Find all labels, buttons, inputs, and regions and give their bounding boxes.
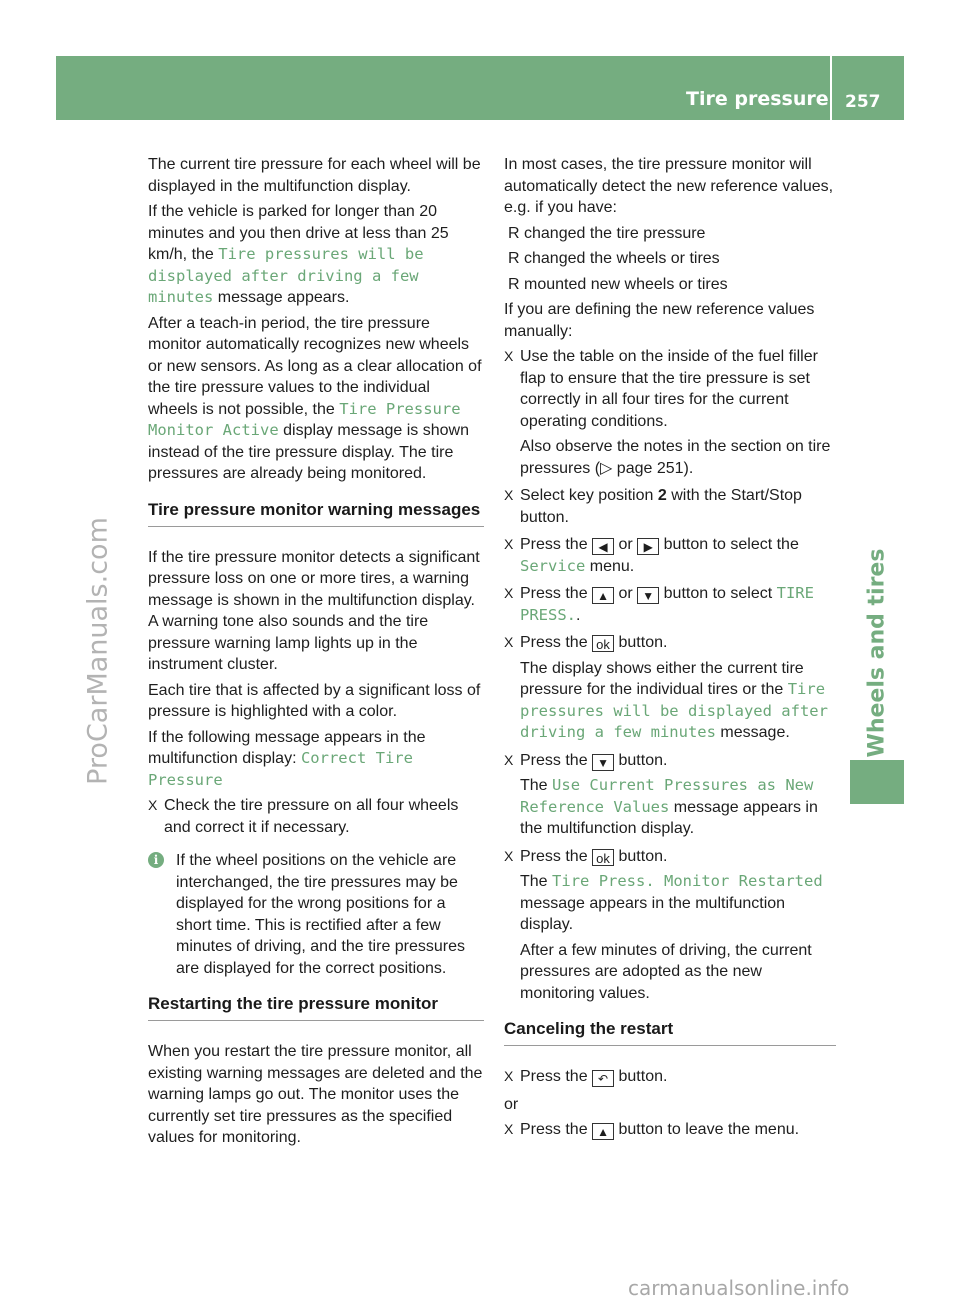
right-column [504,154,836,1147]
paragraph-text: message appears. [217,289,350,306]
paragraph [148,201,484,309]
step-arrow-icon: X [504,751,514,768]
display-message: Tire pressures will be displayed after driving a few minutes [520,680,828,741]
info-icon: i [148,852,164,868]
step-text: Press the [520,536,588,553]
section-heading: Canceling the restart [504,1018,836,1046]
step-note-text: message. [720,724,790,741]
info-note [148,850,484,979]
display-message: Correct Tire Pressure [148,749,413,789]
step-arrow-icon: X [504,847,514,864]
step-text: button. [618,634,668,651]
section-tab-marker [850,760,904,804]
step-text: Use the table on the inside of the fuel filler flap to ensure that the tire pressure is set correctly in all four tires for the current operating conditions. [520,348,818,430]
step-note-text: The [520,777,548,794]
step-note-text: ). [683,459,694,477]
step-text: Press the [520,1068,588,1085]
display-message: TIRE PRESS. [520,584,814,624]
step-text: button. [618,847,668,865]
section-tab-label: Wheels and tires [864,548,890,758]
step-note-text: The [520,873,548,890]
bullet-icon: R [508,250,520,267]
page-number: 257 [845,92,881,112]
down-arrow-key-icon: ▼ [592,754,614,771]
step-note: After a few minutes of driving, the current pressures are adopted as the new monitoring values. [520,941,812,1002]
bullet-icon: R [508,224,520,242]
step-arrow-icon: X [504,487,514,503]
page-title: Tire pressure [686,88,829,110]
step-text: Check the tire pressure on all four wheels and correct it if necessary. [164,797,459,836]
instruction-step [504,750,836,840]
step-text: Press the [520,847,588,865]
instruction-step [504,632,836,744]
page-ref-icon: ▷ [600,459,613,477]
step-note [520,871,836,936]
step-arrow-icon: X [148,797,158,813]
display-message: Tire Pressure Monitor Active [148,399,461,439]
display-message: Tire Press. Monitor Restarted [552,872,823,890]
step-arrow-icon: X [504,1121,514,1137]
instruction-step [504,846,836,1005]
step-note-text: Also observe the notes in the section on tire pressures ( [520,438,831,477]
list-item [508,274,836,296]
instruction-step [504,1066,836,1088]
bullet-icon: R [508,275,520,293]
paragraph-text: After a teach-in period, the tire pressure monitor automatically recognizes new wheels or new sensors. As long as a clear allocation of the tire pressure values to the individual wheels is not possible, the [148,314,482,418]
paragraph-text: If the vehicle is parked for longer than 20 minutes and you then drive at less than 25 km/h, the [148,203,449,263]
instruction-step [504,485,836,528]
up-arrow-key-icon: ▲ [592,1123,614,1140]
step-text: . [576,606,581,624]
step-arrow-icon: X [504,634,514,650]
step-text: button to select the [663,536,799,553]
header-separator [830,56,832,120]
step-note-text: message appears in the multifunction display. [520,798,818,837]
ok-key-icon: ok [592,849,614,866]
instruction-step [504,534,836,577]
step-arrow-icon: X [504,536,514,552]
step-text: Press the [520,1121,588,1138]
list-item-text: mounted new wheels or tires [524,275,728,293]
step-note [520,775,836,840]
left-column [148,154,484,1153]
display-message: Tire pressures will be displayed after driving a few minutes [148,245,424,306]
instruction-step [148,795,484,838]
step-text: button to leave the menu. [618,1121,800,1138]
paragraph [148,313,484,485]
ok-key-icon: ok [592,635,614,652]
step-text: button to select [663,585,773,602]
display-message: Use Current Pressures as New Reference Values [520,776,814,816]
step-text: Press the [520,585,588,602]
step-text: Press the [520,634,588,651]
page-reference[interactable]: page 251 [616,459,684,477]
list-item-text: changed the wheels or tires [524,250,720,267]
paragraph: If the tire pressure monitor detects a significant pressure loss on one or more tires, a warning message is shown in the multifunction display. A warning tone also sounds and the tire pressure warning lamp lights up in the instrument cluster. [148,548,480,673]
paragraph-text: If the following message appears in the multifunction display: [148,728,426,767]
step-text: or [618,585,633,602]
left-arrow-key-icon: ◀ [592,538,614,555]
key-position: 2 [657,487,667,504]
paragraph: In most cases, the tire pressure monitor will automatically detect the new reference values, e.g. if you have: [504,156,834,216]
back-key-icon: ↶ [592,1070,614,1087]
list-item-text: changed the tire pressure [524,224,706,242]
step-note-text: The display shows either the current tire pressure for the individual tires or the [520,659,804,698]
section-heading: Restarting the tire pressure monitor [148,993,484,1021]
right-arrow-key-icon: ▶ [637,538,659,555]
watermark-footer: carmanualsonline.info [628,1276,850,1300]
paragraph: The current tire pressure for each wheel will be displayed in the multifunction display. [148,156,481,195]
paragraph: If you are defining the new reference values manually: [504,301,815,340]
step-text: button. [618,751,668,769]
down-arrow-key-icon: ▼ [637,587,659,604]
paragraph-text: display message is shown instead of the tire pressure display. The tire pressures are already being monitored. [148,422,469,482]
paragraph: Each tire that is affected by a significant loss of pressure is highlighted with a color. [148,681,481,720]
paragraph: When you restart the tire pressure monitor, all existing warning messages are deleted and the warning lamps go out. The monitor uses the currently set tire pressures as the specified values for monitoring. [148,1043,483,1146]
or-text: or [504,1095,519,1113]
step-note-text: message appears in the multifunction display. [520,894,786,933]
section-heading: Tire pressure monitor warning messages [148,499,484,527]
step-arrow-icon: X [504,585,514,601]
step-arrow-icon: X [504,348,514,364]
step-note [520,658,836,744]
step-text: menu. [589,557,635,575]
watermark-left: ProCarManuals.com [82,517,114,785]
step-text: or [618,536,633,553]
instruction-step [504,1119,836,1141]
paragraph [148,727,484,792]
list-item [508,223,836,245]
step-text: Press the [520,751,588,769]
up-arrow-key-icon: ▲ [592,587,614,604]
note-text: If the wheel positions on the vehicle are interchanged, the tire pressures may be displayed for the wrong positions for a short time. This is rectified after a few minutes of driving, and the tire pressures are displayed for the correct positions. [176,852,466,977]
step-text: with the Start/Stop button. [520,487,802,526]
list-item [508,248,836,270]
step-text: button. [618,1068,668,1085]
step-note [520,436,836,479]
instruction-step [504,583,836,626]
display-message: Service [520,556,586,575]
instruction-step [504,346,836,479]
step-arrow-icon: X [504,1068,514,1084]
step-text: Select key position [520,487,654,504]
